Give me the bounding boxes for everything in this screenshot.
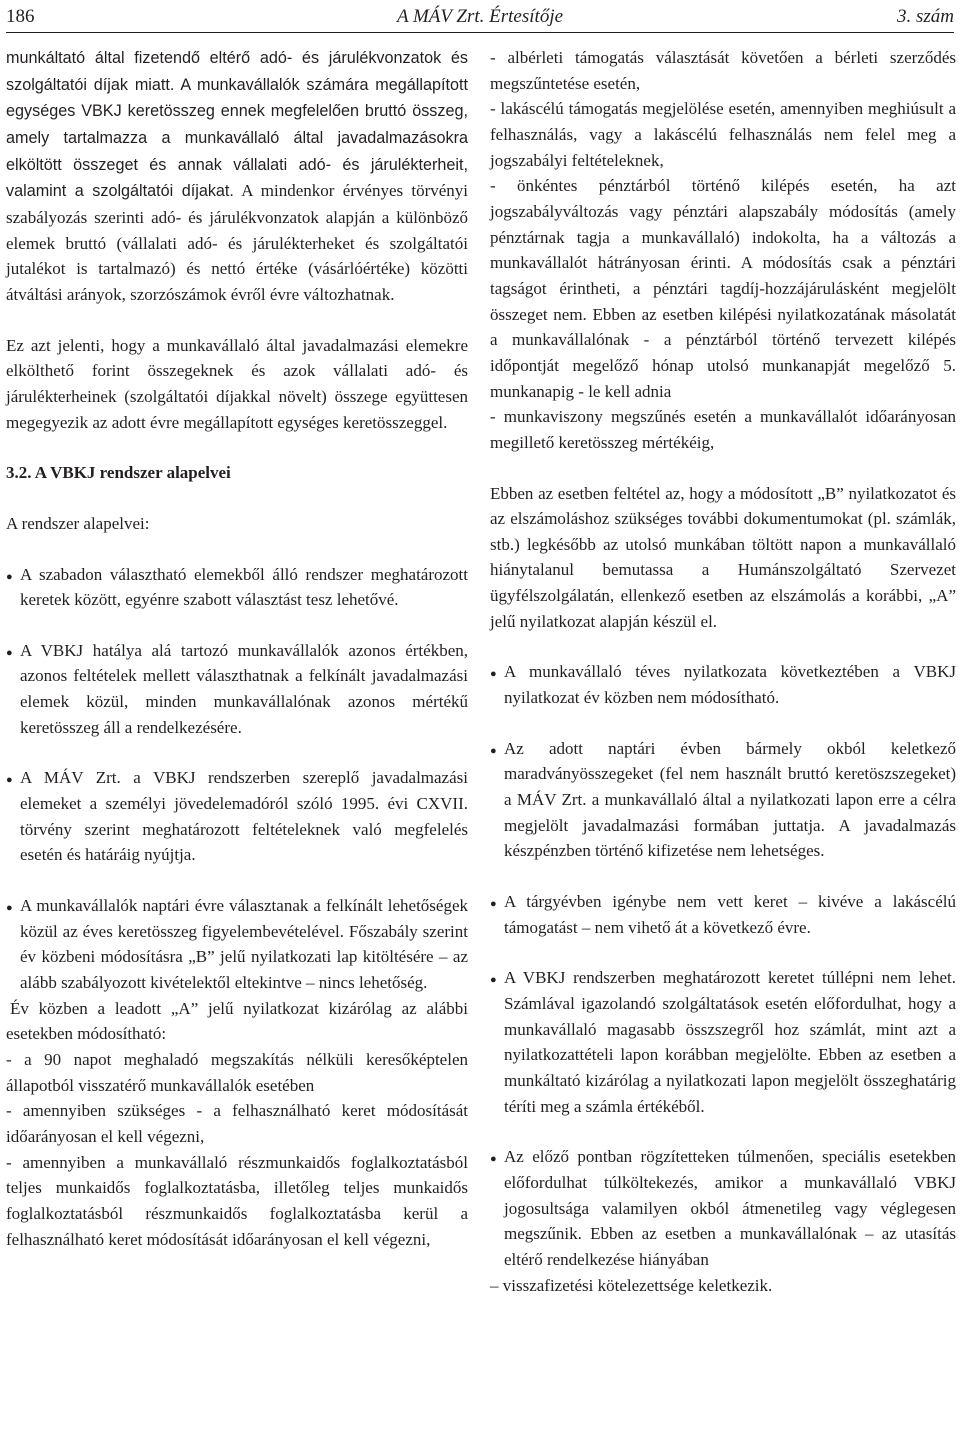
dash-item: - amennyiben szükséges - a felhasználható keret módosítását időarányosan el kell végezni, xyxy=(6,1101,468,1146)
paragraph: A rendszer alapelvei: xyxy=(6,513,150,533)
dash-item: - a 90 napot meghaladó megszakítás nélküli keresőképtelen állapotból visszatérő munkavállalók esetében xyxy=(6,1050,468,1095)
dash-item: - munkaviszony megszűnés esetén a munkavállalót időarányosan megillető keretösszeg mértékéig, xyxy=(490,407,956,452)
dash-item: - amennyiben a munkavállaló részmunkaidős foglalkoztatásból teljes munkaidős foglalkoztatásba, illetőleg teljes munkaidős foglalkoztatásból részmunkaidős foglalkoztatásba kerül a felhasználható keret módosítását időarányosan el kell végezni, xyxy=(6,1152,468,1249)
list-item-text: A szabadon választható elemekből álló rendszer meghatározott keretek között, egyénre szabott választást tesz lehetővé. xyxy=(20,564,468,610)
header-rule xyxy=(6,32,954,33)
bullet-icon xyxy=(6,893,13,922)
list-item xyxy=(490,889,956,940)
list-item xyxy=(6,893,468,996)
paragraph: Év közben a leadott „A” jelű nyilatkozat kizárólag az alábbi esetekben módosítható: xyxy=(6,998,468,1044)
list-item-text: A tárgyévben igénybe nem vett keret – kivéve a lakáscélú támogatást – nem vihető át a következő évre. xyxy=(504,892,956,937)
dash-item: - önkéntes pénztárból történő kilépés esetén, ha azt jogszabályváltozás vagy pénztári alapszabály módosítás (amely pénztárnak tagja a munkavállaló) indokolta, ha a változás a munkavállalót hátrányosan érinti. A módosítás csak a pénztári tagságot érintheti, a pénztári tagdíj-hozzájárulásként megjelölt összeget nem. Ebben az esetben kilépési nyilatkozatának másolatát a munkavállalónak - a pénztárból történő tervezett kilépés időpontját megelőző hónap utolsó munkanapját megelőző 5. munkanapig - le kell adnia xyxy=(490,176,956,401)
right-column xyxy=(490,45,956,1298)
list-item xyxy=(6,765,468,868)
page-number: 186 xyxy=(6,6,35,27)
bullet-icon xyxy=(490,1144,497,1173)
bullet-icon xyxy=(6,765,13,794)
list-item xyxy=(6,638,468,741)
bullet-icon xyxy=(490,965,497,994)
list-item-text: A munkavállaló téves nyilatkozata következtében a VBKJ nyilatkozat év közben nem módosítható. xyxy=(504,662,956,708)
paragraph-text: A mindenkor érvényes törvényi szabályozás szerinti adó- és járulékvonzatok alapján a különböző elemek bruttó (vállalati adó- és járulékterheket és szolgáltatói jutalékot is tartalmazó) és nettó értéke (vásárlóértéke) közötti átváltási arányok, szorzószámok évről évre változhatnak. xyxy=(6,181,469,304)
section-heading: 3.2. A VBKJ rendszer alapelvei xyxy=(6,463,231,483)
issue-number: 3. szám xyxy=(896,6,954,27)
list-item xyxy=(6,562,468,613)
list-item-text: A MÁV Zrt. a VBKJ rendszerben szereplő javadalmazási elemeket a személyi jövedelemadóról szóló 1995. évi CXVII. törvény szerint meghatározott feltételeknek való megfelelés esetén és határáig nyújtja. xyxy=(20,768,468,865)
left-column xyxy=(6,45,468,1252)
paragraph: – visszafizetési kötelezettsége keletkezik. xyxy=(490,1275,773,1295)
list-item-text: Az adott naptári évben bármely okból keletkező maradványösszegeket (fel nem használt bruttó keretöszszegeket) a MÁV Zrt. a munkavállaló által a nyilatkozati lapon erre a célra megjelölt javadalmazási formában juttatja. A javadalmazás készpénzben történő kifizetése nem lehetséges. xyxy=(504,738,956,861)
list-item xyxy=(490,736,956,864)
page-header xyxy=(6,4,954,34)
paragraph-text: munkáltató által fizetendő eltérő adó- és járulékvonzatok és szolgáltatói díjak miatt. A munkavállalók számára megállapított egységes VBKJ keretösszeg ennek megfelelően bruttó összeg, amely tartalmazza a munkavállaló által javadalmazásokra elköltött összeget és annak vállalati adó- és járulékterheit, valamint a szolgáltatói díjakat. xyxy=(6,49,468,201)
list-item-text: Az előző pontban rögzítetteken túlmenően, speciális esetekben előfordulhat túlköltekezés, amikor a munkavállaló VBKJ jogosultsága valamilyen okból átmenetileg vagy véglegesen megszűnik. Ebben az esetben a munkavállalónak – az utasítás eltérő rendelkezése hiányában xyxy=(504,1147,956,1269)
dash-item: - albérleti támogatás választását követően a bérleti szerződés megszűntetése esetén, xyxy=(490,48,956,93)
list-item-text: A VBKJ hatálya alá tartozó munkavállalók azonos értékben, azonos feltételek mellett választhatnak a felkínált javadalmazási elemek közül, minden munkavállalónak azonos mértékű keretösszeg áll a rendelkezésére. xyxy=(20,640,468,737)
publication-title: A MÁV Zrt. Értesítője xyxy=(396,6,564,27)
bullet-icon xyxy=(6,638,13,667)
bullet-icon xyxy=(490,736,497,765)
dash-item: - lakáscélú támogatás megjelölése esetén, amennyiben meghiúsult a felhasználás, vagy a lakáscélú felhasználás nem felel meg a jogszabályi feltételeknek, xyxy=(490,99,956,170)
bullet-icon xyxy=(490,889,497,918)
bullet-icon xyxy=(6,562,13,591)
list-item xyxy=(490,659,956,710)
bullet-icon xyxy=(490,659,497,688)
paragraph: Ebben az esetben feltétel az, hogy a módosított „B” nyilatkozatot és az elszámoláshoz szükséges további dokumentumokat (pl. számlák, stb.) legkésőbb az utolsó munkában töltött napon a munkavállaló hiánytalanul bemutassa a Humánszolgáltató Szervezet ügyfélszolgálatán, ellenkező esetben az elszámolás a korábbi, „A” jelű nyilatkozat alapján készül el. xyxy=(490,483,956,631)
list-item xyxy=(490,1144,956,1272)
list-item-text: A munkavállalók naptári évre választanak a felkínált lehetőségek közül az éves keretösszeg figyelembevételével. Főszabály szerint év közbeni módosításra „B” jelű nyilatkozati lap kitöltésére – az alább szabályozott kivételektől eltekintve – nincs lehetőség. xyxy=(20,896,468,993)
list-item-text: A VBKJ rendszerben meghatározott keretet túllépni nem lehet. Számlával igazolandó szolgáltatások esetén előfordulhat, hogy a munkavállaló magasabb összszegről hoz számlát, mint azt a nyilatkozattételi lapon korábban megjelölte. Ebben az esetben a munkáltató kizárólag a nyilatkozati lapon megjelölt összeghatárig téríti meg a számla értékéből. xyxy=(504,968,956,1116)
list-item xyxy=(490,965,956,1119)
paragraph: Ez azt jelenti, hogy a munkavállaló által javadalmazási elemekre elkölthető forint összegeknek és azok vállalati adó- és járulékterheinek (szolgáltatói díjakkal növelt) összege együttesen megegyezik az adott évre megállapított egységes keretösszeggel. xyxy=(6,335,468,432)
paragraph xyxy=(6,45,468,308)
